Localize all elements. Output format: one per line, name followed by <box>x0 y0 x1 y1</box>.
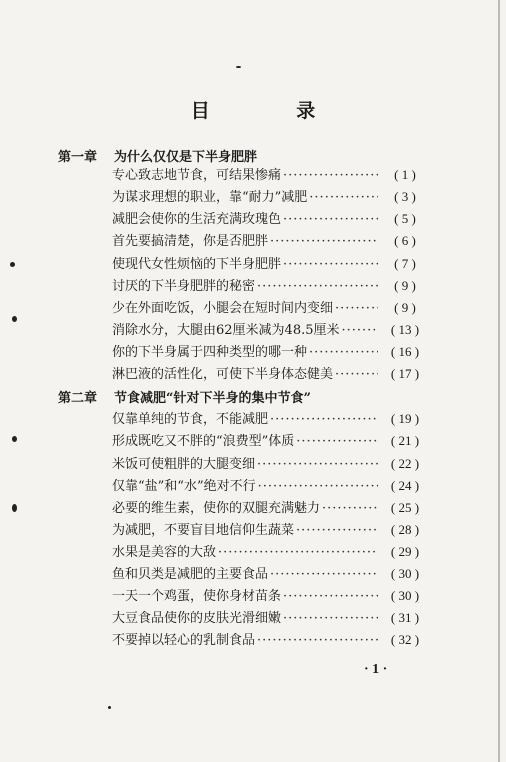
toc-page-number: ( 30 ) <box>390 566 420 581</box>
scan-speck <box>12 436 17 442</box>
toc-entry <box>112 476 430 496</box>
dot-leader <box>258 477 378 497</box>
dot-leader <box>296 521 378 541</box>
toc-entry <box>112 364 430 384</box>
chapter-title: 节食减肥“针对下半身的集中节食” <box>114 391 311 406</box>
toc-entry <box>112 209 430 229</box>
toc-page-number: ( 32 ) <box>390 632 420 647</box>
toc-entry <box>112 586 430 606</box>
toc-page-number: ( 25 ) <box>390 500 420 515</box>
toc-entry-title: 必要的维生素，使你的双腿充满魅力 <box>112 501 321 516</box>
toc-entry-title: 消除水分，大腿由62厘米减为48.5厘米 <box>112 323 340 338</box>
chapter-heading <box>58 146 257 165</box>
toc-entry <box>112 165 430 185</box>
toc-entry-title: 你的下半身属于四种类型的哪一种 <box>112 345 308 360</box>
toc-page-number: ( 24 ) <box>390 478 420 493</box>
toc-entry <box>112 231 430 251</box>
toc-entry-title: 首先要搞清楚，你是否肥胖 <box>112 234 269 249</box>
toc-page-number: ( 30 ) <box>390 588 420 603</box>
toc-page-number: ( 5 ) <box>394 211 416 226</box>
toc-entry <box>112 542 430 562</box>
dot-leader <box>296 432 378 452</box>
chapter-title: 为什么仅仅是下半身肥胖 <box>114 150 258 165</box>
toc-page-number: ( 9 ) <box>394 300 416 315</box>
toc-entry <box>112 498 430 518</box>
toc-entry <box>112 342 430 362</box>
scan-speck <box>108 706 111 709</box>
page-title: 目 录 <box>190 100 356 122</box>
dot-leader <box>270 565 378 585</box>
toc-entry-title: 一天一个鸡蛋，使你身材苗条 <box>112 589 282 604</box>
toc-entry-title: 使现代女性烦恼的下半身肥胖 <box>112 257 282 272</box>
dot-leader <box>283 255 378 275</box>
toc-entry-title: 为谋求理想的职业，靠“耐力”减肥 <box>112 190 308 205</box>
toc-entry <box>112 320 430 340</box>
toc-entry-title: 米饭可使粗胖的大腿变细 <box>112 457 256 472</box>
scan-speck <box>12 504 17 512</box>
dot-leader <box>322 499 378 519</box>
dot-leader <box>257 277 378 297</box>
toc-page-number: ( 28 ) <box>390 522 420 537</box>
toc-entry-title: 专心致志地节食，可结果惨痛 <box>112 168 282 183</box>
toc-entry-title: 仅靠单纯的节食，不能减肥 <box>112 412 269 427</box>
toc-entry <box>112 254 430 274</box>
toc-entry-title: 形成既吃又不胖的“浪费型”体质 <box>112 434 295 449</box>
dot-leader <box>270 232 378 252</box>
toc-entry-title: 水果是美容的大敌 <box>112 545 217 560</box>
toc-page-number: ( 31 ) <box>390 610 420 625</box>
toc-page-number: ( 7 ) <box>394 256 416 271</box>
dot-leader <box>257 631 378 651</box>
toc-entry-title: 淋巴液的活性化，可使下半身体态健美 <box>112 367 334 382</box>
dot-leader <box>335 299 378 319</box>
dot-leader <box>283 587 378 607</box>
dot-leader <box>283 210 378 230</box>
toc-entry <box>112 298 430 318</box>
dot-leader <box>283 609 378 629</box>
toc-entry <box>112 276 430 296</box>
toc-page-number: ( 9 ) <box>394 278 416 293</box>
toc-page-number: ( 6 ) <box>394 233 416 248</box>
toc-page-number: ( 17 ) <box>390 366 420 381</box>
toc-entry <box>112 564 430 584</box>
page-edge <box>498 0 500 762</box>
toc-entry-title: 为减肥，不要盲目地信仰生蔬菜 <box>112 523 295 538</box>
dot-leader <box>309 343 378 363</box>
toc-entry <box>112 630 430 650</box>
dot-leader <box>257 455 378 475</box>
toc-page-number: ( 1 ) <box>394 167 416 182</box>
toc-page-number: ( 21 ) <box>390 433 420 448</box>
toc-entry-title: 仅靠“盐”和“水”绝对不行 <box>112 479 256 494</box>
page-number: · 1 · <box>364 662 388 677</box>
toc-entry <box>112 608 430 628</box>
dot-leader <box>283 166 378 186</box>
toc-entry <box>112 409 430 429</box>
toc-entry-title: 不要掉以轻心的乳制食品 <box>112 633 256 648</box>
dot-leader <box>342 321 379 341</box>
toc-entry <box>112 520 430 540</box>
toc-entry <box>112 454 430 474</box>
dot-leader <box>218 543 378 563</box>
toc-entry-title: 减肥会使你的生活充满玫瑰色 <box>112 212 282 227</box>
toc-entry <box>112 187 430 207</box>
toc-entry-title: 少在外面吃饭，小腿会在短时间内变细 <box>112 301 334 316</box>
toc-page-number: ( 29 ) <box>390 544 420 559</box>
toc-page-number: ( 19 ) <box>390 411 420 426</box>
toc-entry-title: 鱼和贝类是减肥的主要食品 <box>112 567 269 582</box>
toc-entry-title: 讨厌的下半身肥胖的秘密 <box>112 279 256 294</box>
chapter-heading <box>58 387 311 406</box>
chapter-number: 第二章 <box>58 391 98 406</box>
toc-page-number: ( 22 ) <box>390 456 420 471</box>
dot-leader <box>270 410 378 430</box>
toc-entry-title: 大豆食品使你的皮肤光滑细嫩 <box>112 611 282 626</box>
toc-page-number: ( 3 ) <box>394 189 416 204</box>
dot-leader <box>335 365 378 385</box>
scan-speck <box>236 66 241 68</box>
toc-page-number: ( 16 ) <box>390 344 420 359</box>
toc-page-number: ( 13 ) <box>390 322 420 337</box>
scan-speck <box>12 316 17 322</box>
toc-entry <box>112 431 430 451</box>
scan-speck <box>10 262 15 267</box>
chapter-number: 第一章 <box>58 150 98 165</box>
dot-leader <box>309 188 378 208</box>
